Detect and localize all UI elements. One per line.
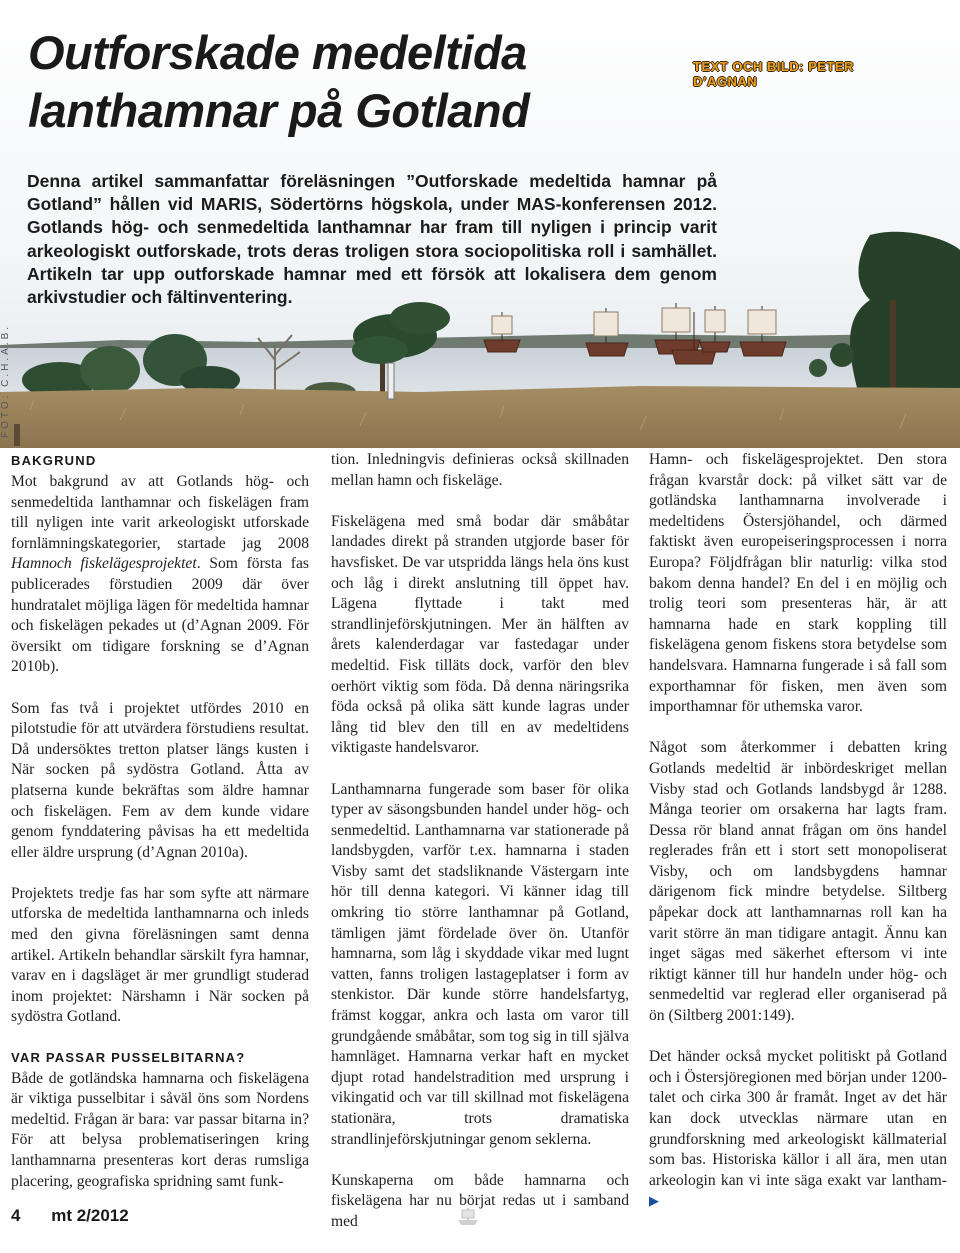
body-paragraph	[11, 472, 309, 678]
lead-paragraph: Denna artikel sammanfattar föreläsningen ”Outforskade medeltida hamnar på Gotland” hållen vid MARIS, Södertörns högskola, under MAS-konferensen 2012. Gotlands hög- och senmedeltida lanthamnar har fram till nyligen i princip varit arkeologiskt outforskade, trots deras troligen stora sociopolitiska roll i samhället. Artikeln tar upp outforskade hamnar med ett försök att lokalisera dem genom arkivstudier och fältinventering.	[27, 171, 717, 308]
issue-label: mt 2/2012	[51, 1206, 129, 1225]
body-paragraph: Lanthamnarna fungerade som baser för olika typer av säsongsbunden handel under hög- och senmedeltid. Lanthamnarna var stationerade på landsbygden, varför t.ex. hamnarna i staden Visby samt det stadsliknande Västergarn inte hör till denna kategori. Vi känner idag till omkring tio större lanthamnar på Gotland, tämligen jämt fördelade över ön. Utanför hamnarna, som låg i skyddade vikar med lugnt vatten, fanns troligen lastageplatser i form av stenkistor. Där kunde större handelsfartyg, främst koggar, ankra och lasta om varor till grundgående småbåtar, som tog sig in till själva hamnläget. Hamnarna verkar haft en mycket djupt rotad handelstradition med ursprung i vikingatid och var till skillnad mot fiskelägena stationära, trots dramatiska strandlinjeförskjutningar genom seklerna.	[331, 780, 629, 1148]
page-number: 4	[11, 1206, 21, 1225]
marker-pole	[388, 363, 394, 399]
paragraph-text: Det händer också mycket politiskt på Gotland och i Östersjöregionen med början under 1200-talet och cirka 300 år framåt. Inget av det här kan dock utvecklas närmare utan en grundforskning med arkeologiskt källmaterial som bas. Historiska källor i all ära, men utan arkeologin kan vi inte säga exakt var lantham-	[649, 1048, 947, 1189]
body-paragraph: Något som återkommer i debatten kring Gotlands medeltid är inbördeskriget mellan Visby stad och Gotlands landsbygd år 1288. Många teorier om orsakerna har lagts fram. Dessa rör bland annat frågan om öns handel reglerades från ett i stort sett monopoliserat Visby, och om landsbygdens hamnar därigenom fick mindre betydelse. Siltberg påpekar dock att lanthamnarnas roll kan ha varit större än man tidigare antagit. Ännu kan inget sägas med säkerhet eftersom vi inte riktigt känner till hur handeln under hög- och senmedeltid var reglerad eller organiserad på ön (Siltberg 2001:149).	[649, 739, 947, 1025]
body-paragraph: tion. Inledningvis definieras också skillnaden mellan hamn och fiskeläge.	[331, 451, 629, 489]
paragraph-text: . Som första fas publicerades förstudien 2009 där över hundratalet möjliga lägen för medeltida hamnar och fiskelägen pekades ut (d’Agnan 2009. För översikt om tidigare forskning se d’Agnan 2010b).	[11, 555, 309, 676]
project-name: Hamnoch fiskelägesprojektet	[11, 555, 197, 573]
body-paragraph: Projektets tredje fas har som syfte att närmare utforska de medeltida lanthamnarna och inleds med den givna föreläsningen samt denna artikel. Artikeln behandlar särskilt fyra hamnar, varav en i dagsläget är mer grundligt studerad inom projektet: Närshamn i När socken på sydöstra Gotland.	[11, 884, 309, 1026]
body-paragraph	[649, 1047, 947, 1212]
page-footer	[11, 1206, 129, 1226]
body-paragraph: Fiskelägena med små bodar där småbåtar landades direkt på stranden utgjorde baser för havsfisket. De var utspridda längs hela öns kust och låg i direkt anslutning till öppet hav. Lägena flyttade i takt med strandlinjeförskjutningen. Mer än hälften av årets kalenderdagar var fastedagar under medeltid. Fisk tilläts dock, varför den blev oerhört viktig som föda. Då denna näringsrika föda också på olika sätt kunde lagras under lång tid blev den till en av medeltidens viktigaste handelsvaror.	[331, 512, 629, 757]
paragraph-text: Mot bakgrund av att Gotlands hög- och senmedeltida lanthamnar och fiskelägen fram till nyligen inte varit arkeologiskt utforskade fornlämningskategorier, startade jag 2008	[11, 473, 309, 552]
body-paragraph: Både de gotländska hamnarna och fiskelägena är viktiga pusselbitar i såväl öns som Nordens medeltid. Frågan är bara: var passar bitarna in? För att belysa problematiseringen kring lanthamnarna presenteras kort deras rumsliga placering, geografiska spridning samt funk-	[11, 1069, 309, 1190]
ship	[700, 306, 730, 352]
title-line-1: Outforskade medeltida	[28, 26, 527, 79]
column-2	[331, 450, 629, 1253]
hero-photo	[0, 0, 960, 448]
body-paragraph: Hamn- och fiskelägesprojektet. Den stora frågan kvarstår dock: på vilket sätt var de gotländska lanthamnarna involverade i medeltidens Östersjöhandel, och därmed faktiskt även europeiseringsprocessen i norra Europa? Följdfrågan blir naturlig: vilka stod bakom denna handel? En del i en möjlig och trolig teori som presenteras här, är att hamnarna hade en stark koppling till fiskelägena genom fiskens stora betydelse som handelsvara. Hamnarna fungerade i så fall som exporthamnar för fisken, men även som importhamnar för uthemska varor.	[649, 451, 947, 716]
body-paragraph: Som fas två i projektet utfördes 2010 en pilotstudie för att utvärdera förstudiens resultat. Då undersöktes tretton platser längs kusten i När socken på sydöstra Gotland. Åtta av platserna kunde bekräftas som äldre hamnar och fiskelägen. Fem av dem kunde vidare genom fynddatering påvisas ha ett medeltida eller äldre ursprung (d’Agnan 2010a).	[11, 699, 309, 861]
body-paragraph: Kunskaperna om både hamnarna och fiskelägena har nu börjat redas ut i samband med	[331, 1171, 629, 1230]
title-line-2: lanthamnar på Gotland	[28, 84, 530, 137]
continue-arrow-icon: ▶	[649, 1193, 659, 1209]
section-heading-bakgrund: BAKGRUND	[11, 453, 97, 468]
column-1	[11, 450, 309, 1213]
photo-credit: FOTO: C.H.A.B.	[0, 323, 11, 438]
ship-logo-icon	[456, 1206, 480, 1231]
article-title	[28, 24, 529, 140]
author-credit: TEXT OCH BILD: PETER D’AGNAN	[693, 59, 854, 89]
column-3	[649, 450, 947, 1233]
section-heading-pusselbitar: VAR PASSAR PUSSELBITARNA?	[11, 1049, 246, 1065]
